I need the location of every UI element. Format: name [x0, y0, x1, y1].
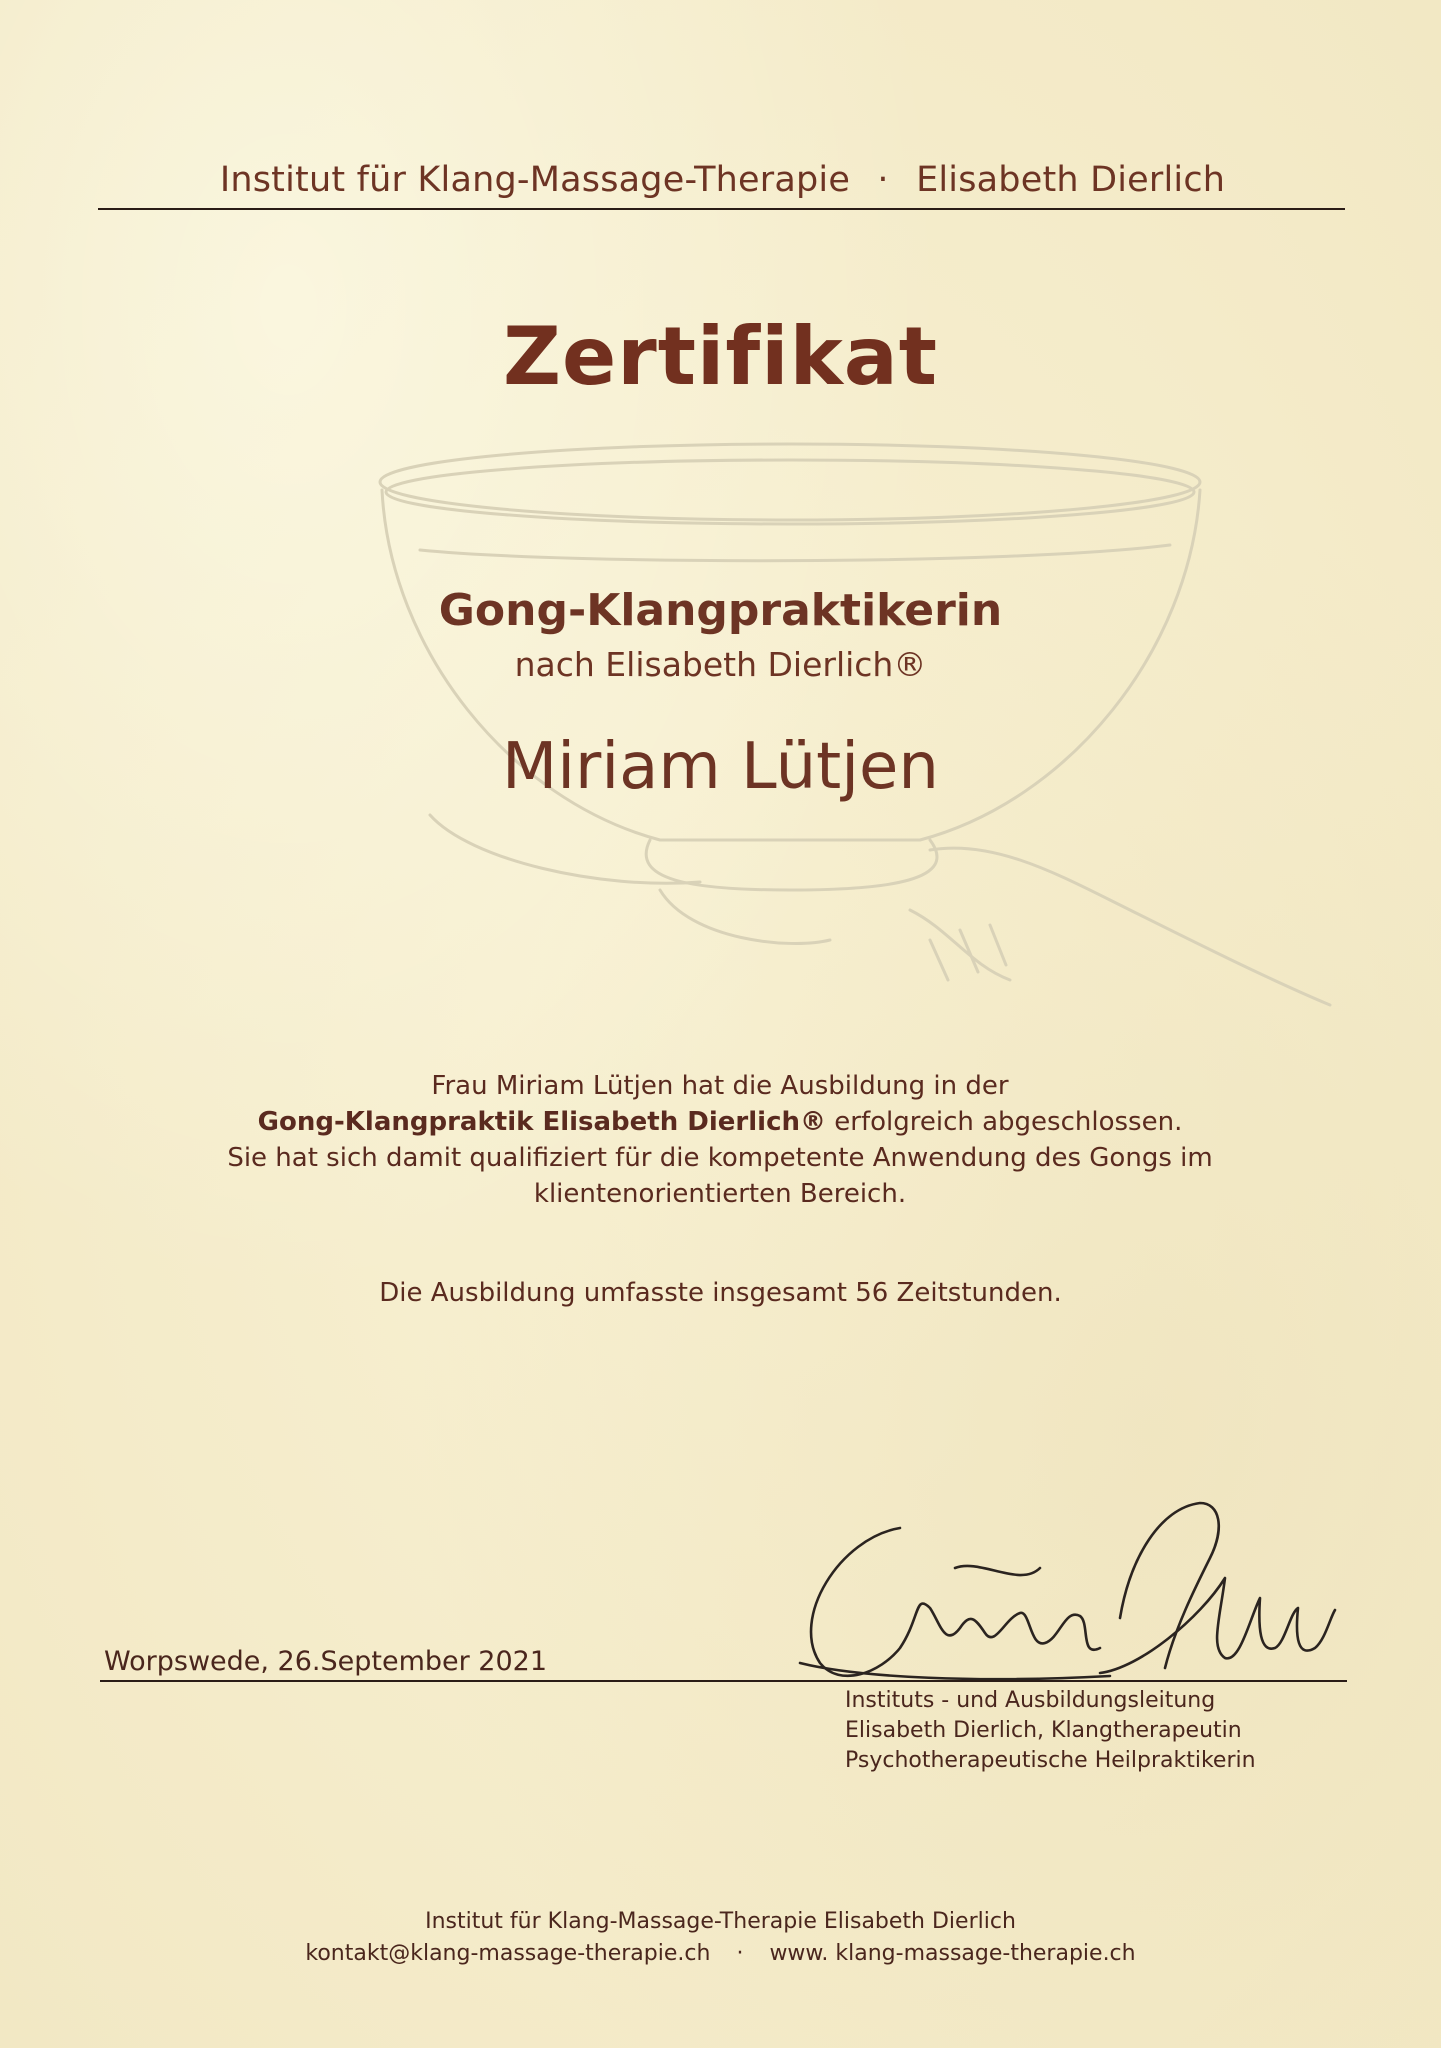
body-line-4: klientenorientierten Bereich.	[533, 1179, 907, 1209]
footer	[0, 1906, 1441, 1970]
signatory-name: Elisabeth Dierlich, Klangtherapeutin	[845, 1718, 1242, 1743]
signatory-title: Psychotherapeutische Heilpraktikerin	[845, 1748, 1256, 1773]
signature-rule	[100, 1680, 1347, 1682]
footer-website: www. klang-massage-therapie.ch	[769, 1941, 1136, 1966]
footer-separator: ·	[736, 1941, 744, 1966]
qualification-title: Gong-Klangpraktikerin	[438, 585, 1003, 636]
singing-bowl-watermark-icon	[270, 420, 1350, 1020]
header-person: Elisabeth Dierlich	[916, 160, 1226, 200]
body-line-3: Sie hat sich damit qualifiziert für die kompetente Anwendung des Gongs im	[227, 1143, 1213, 1173]
header-separator: ·	[877, 160, 889, 200]
signatory-block	[845, 1686, 1256, 1776]
footer-contact	[0, 1938, 1441, 1970]
signatory-role: Instituts - und Ausbildungsleitung	[845, 1688, 1216, 1713]
body-line-1: Frau Miriam Lütjen hat die Ausbildung in der	[431, 1071, 1009, 1101]
header-rule	[98, 208, 1345, 210]
training-hours: Die Ausbildung umfasste insgesamt 56 Zeitstunden.	[379, 1278, 1062, 1308]
body-line-2-rest: erfolgreich abgeschlossen.	[826, 1107, 1183, 1137]
body-line-2-bold: Gong-Klangpraktik Elisabeth Dierlich®	[257, 1107, 826, 1137]
footer-institute: Institut für Klang-Massage-Therapie Elisabeth Dierlich	[425, 1909, 1016, 1934]
certificate-title: Zertifikat	[502, 310, 939, 403]
recipient-name: Miriam Lütjen	[502, 730, 939, 804]
body-line-2	[120, 1104, 1320, 1140]
certificate-body	[120, 1068, 1320, 1212]
place-and-date: Worpswede, 26.September 2021	[104, 1646, 548, 1677]
header-line	[100, 160, 1345, 200]
signature-icon	[780, 1498, 1340, 1698]
header-institute: Institut für Klang-Massage-Therapie	[219, 160, 851, 200]
footer-email: kontakt@klang-massage-therapie.ch	[305, 1941, 711, 1966]
qualification-subtitle: nach Elisabeth Dierlich®	[514, 645, 927, 684]
